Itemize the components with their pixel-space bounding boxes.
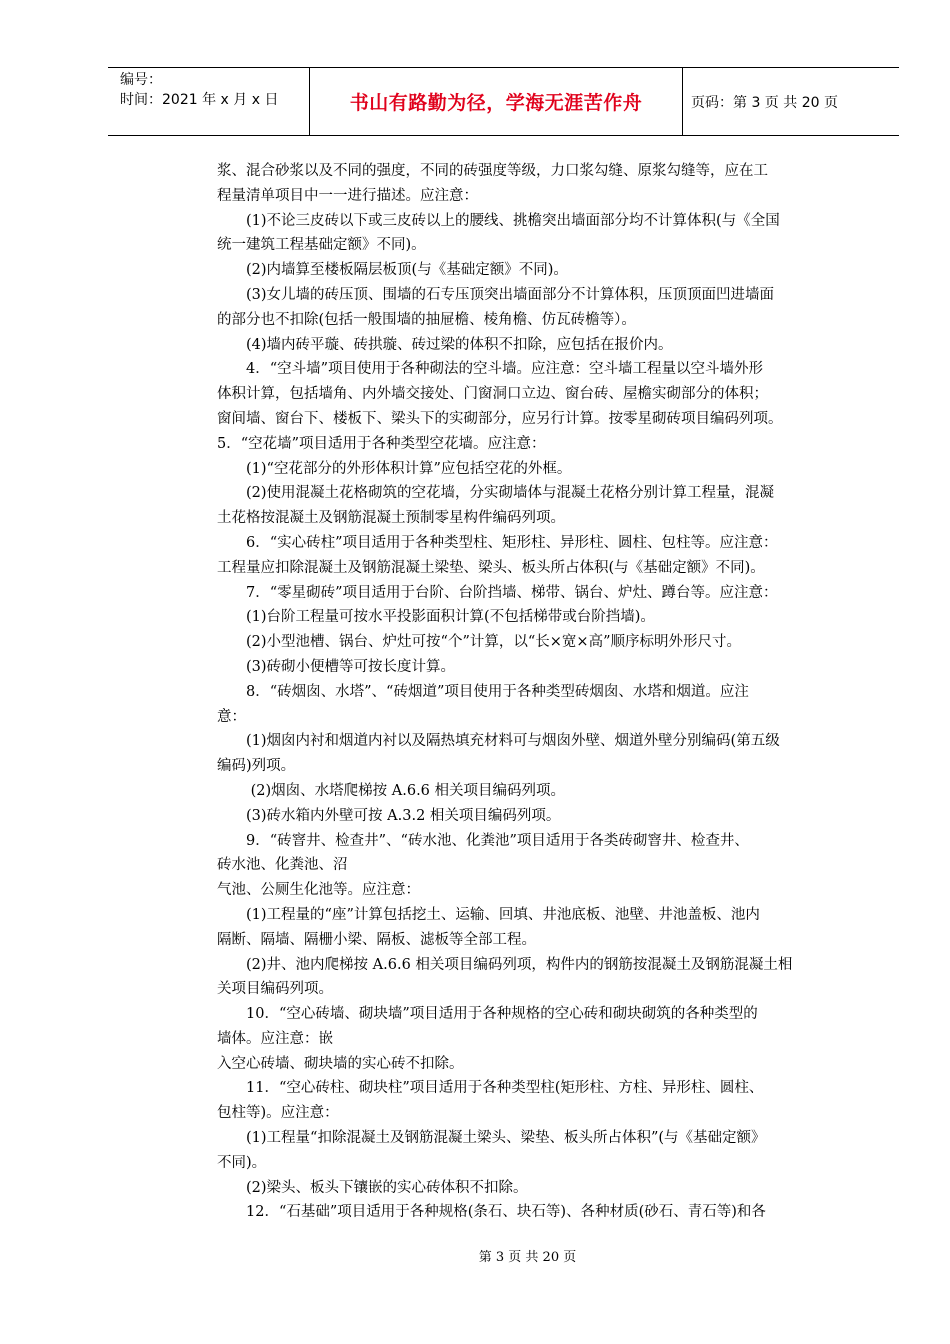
document-body [217, 159, 857, 1225]
body-line: 程量清单项目中一一进行描述。应注意： [217, 187, 478, 204]
body-line: 10．“空心砖墙、砌块墙”项目适用于各种规格的空心砖和砌块砌筑的各种类型的 [217, 1006, 758, 1023]
page-header [108, 67, 899, 136]
body-line: 关项目编码列项。 [217, 981, 333, 998]
document-number-label: 编号： [120, 72, 162, 88]
body-line: 11．“空心砖柱、砌块柱”项目适用于各种类型柱(矩形柱、方柱、异形柱、圆柱、 [217, 1080, 764, 1097]
body-line: (1)台阶工程量可按水平投影面积计算(不包括梯带或台阶挡墙)。 [217, 609, 655, 626]
body-line: 工程量应扣除混凝土及钢筋混凝土梁垫、梁头、板头所占体积(与《基础定额》不同)。 [217, 559, 765, 576]
body-line: 4．“空斗墙”项目使用于各种砌法的空斗墙。应注意：空斗墙工程量以空斗墙外形 [217, 361, 764, 378]
body-line: (2)小型池槽、锅台、炉灶可按“个”计算，以“长×宽×高”顺序标明外形尺寸。 [217, 634, 741, 651]
body-line: 12．“石基础”项目适用于各种规格(条石、块石等)、各种材质(砂石、青石等)和各 [217, 1204, 766, 1221]
header-motto: 书山有路勤为径，学海无涯苦作舟 [310, 68, 683, 135]
body-line: (3)女儿墙的砖压顶、围墙的石专压顶突出墙面部分不计算体积，压顶顶面凹进墙面 [217, 286, 775, 303]
body-line: (2)梁头、板头下镶嵌的实心砖体积不扣除。 [217, 1179, 528, 1196]
body-line: 砖水池、化粪池、沼 [217, 857, 348, 874]
body-line: 体积计算，包括墙角、内外墙交接处、门窗洞口立边、窗台砖、屋檐实砌部分的体积； [217, 386, 768, 403]
body-line: 5．“空花墙”项目适用于各种类型空花墙。应注意： [217, 435, 546, 452]
document-date-label: 时间：2021 年 x 月 x 日 [120, 92, 279, 108]
body-line: (4)墙内砖平璇、砖拱璇、砖过梁的体积不扣除，应包括在报价内。 [217, 336, 673, 353]
header-page-number: 页码：第 3 页 共 20 页 [691, 94, 838, 111]
body-line: 气池、公厕生化池等。应注意： [217, 882, 420, 899]
body-line: 8．“砖烟囱、水塔”、“砖烟道”项目使用于各种类型砖烟囱、水塔和烟道。应注 [217, 683, 749, 700]
body-line: (1)“空花部分的外形体积计算”应包括空花的外框。 [217, 460, 572, 477]
body-line: 包柱等)。应注意： [217, 1105, 339, 1122]
body-line: (1)不论三皮砖以下或三皮砖以上的腰线、挑檐突出墙面部分均不计算体积(与《全国 [217, 212, 780, 229]
body-line: 入空心砖墙、砌块墙的实心砖不扣除。 [217, 1055, 464, 1072]
body-line: (2)井、池内爬梯按 A.6.6 相关项目编码列项，构件内的钢筋按混凝土及钢筋混凝土相 [217, 956, 793, 973]
page-footer [0, 1246, 950, 1265]
body-line: (2)烟囱、水塔爬梯按 A.6.6 相关项目编码列项。 [217, 782, 566, 799]
body-line: 的部分也不扣除(包括一般围墙的抽屉檐、棱角檐、仿瓦砖檐等）。 [217, 311, 636, 328]
body-line: (1)工程量的“座”计算包括挖土、运输、回填、井池底板、池壁、井池盖板、池内 [217, 906, 760, 923]
body-line: 不同)。 [217, 1154, 267, 1171]
body-line: 统一建筑工程基础定额》不同)。 [217, 237, 426, 254]
header-meta [108, 68, 310, 135]
body-line: (2)内墙算至楼板隔层板顶(与《基础定额》不同)。 [217, 262, 568, 279]
body-line: 意： [217, 708, 246, 725]
body-line: 窗间墙、窗台下、楼板下、梁头下的实砌部分，应另行计算。按零星砌砖项目编码列项。 [217, 410, 783, 427]
body-line: 7．“零星砌砖”项目适用于台阶、台阶挡墙、梯带、锅台、炉灶、蹲台等。应注意： [217, 584, 778, 601]
body-line: 6．“实心砖柱”项目适用于各种类型柱、矩形柱、异形柱、圆柱、包柱等。应注意： [217, 534, 778, 551]
body-line: (1)工程量“扣除混凝土及钢筋混凝土梁头、梁垫、板头所占体积”(与《基础定额》 [217, 1130, 766, 1147]
body-line: (1)烟囱内衬和烟道内衬以及隔热填充材料可与烟囱外壁、烟道外壁分别编码(第五级 [217, 733, 780, 750]
body-line: (3)砖砌小便槽等可按长度计算。 [217, 658, 456, 675]
body-line: (2)使用混凝土花格砌筑的空花墙，分实砌墙体与混凝土花格分别计算工程量，混凝 [217, 485, 775, 502]
body-line: 编码)列项。 [217, 758, 296, 775]
footer-page-number: 第 3 页 共 20 页 [478, 1250, 577, 1265]
body-line: 墙体。应注意：嵌 [217, 1030, 333, 1047]
body-line: 浆、混合砂浆以及不同的强度，不同的砖强度等级，力口浆勾缝、原浆勾缝等，应在工 [217, 163, 768, 179]
body-line: 土花格按混凝土及钢筋混凝土预制零星构件编码列项。 [217, 510, 565, 527]
body-line: 9．“砖窨井、检查井”、“砖水池、化粪池”项目适用于各类砖砌窨井、检查井、 [217, 832, 749, 849]
body-line: (3)砖水箱内外壁可按 A.3.2 相关项目编码列项。 [217, 807, 561, 824]
body-line: 隔断、隔墙、隔栅小梁、隔板、滤板等全部工程。 [217, 931, 536, 948]
